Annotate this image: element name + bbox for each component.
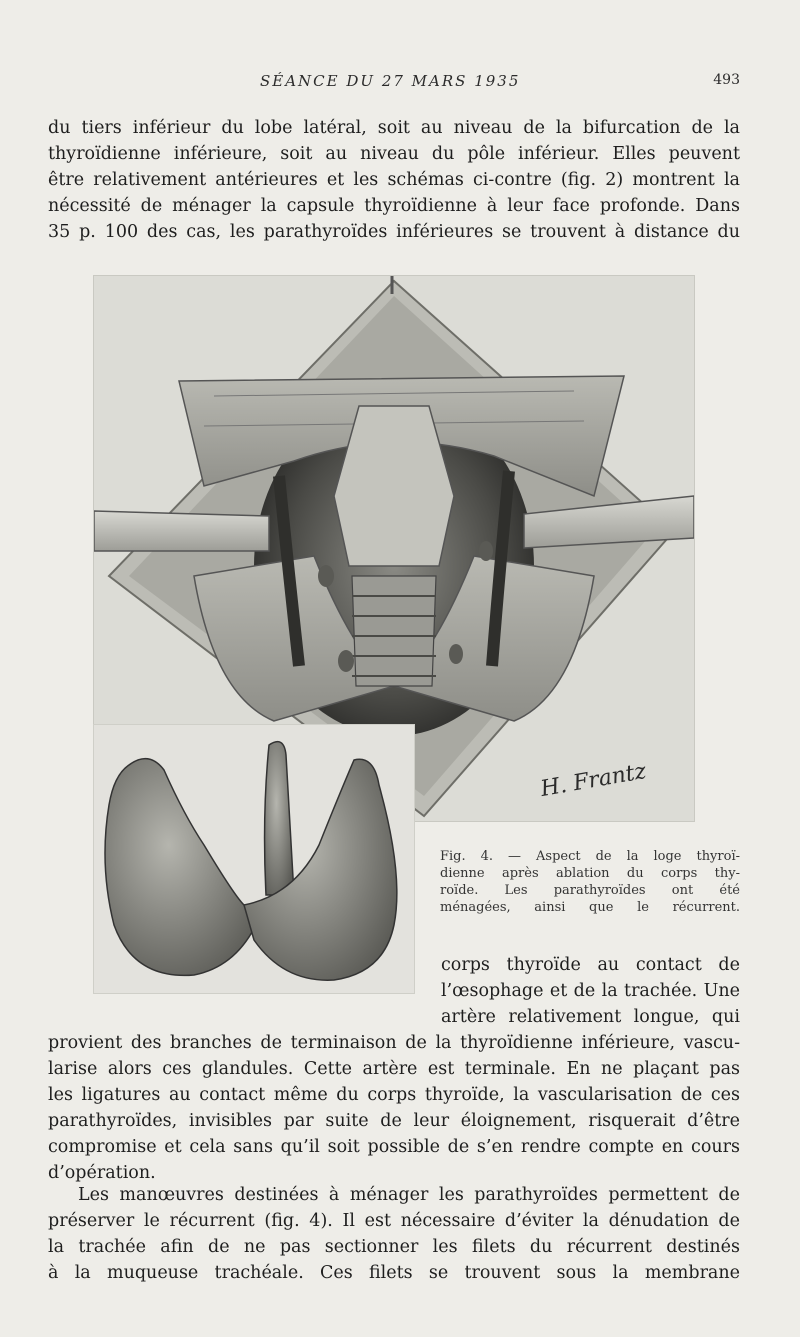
- text-line: la trachée afin de ne pas sectionner les filets du récurrent destinés: [48, 1237, 740, 1257]
- thyroid-inset-illustration: [93, 724, 415, 994]
- text-line: larise alors ces glandules. Cette artère est terminale. En ne plaçant pas: [48, 1059, 740, 1079]
- text-line: compromise et cela sans qu’il soit possible de s’en rendre compte en cours: [48, 1137, 740, 1157]
- page-number: 493: [713, 72, 740, 88]
- text-line: thyroïdienne inférieure, soit au niveau du pôle inférieur. Elles peuvent: [48, 144, 740, 164]
- figure-caption: [440, 848, 740, 916]
- running-header: [0, 72, 800, 96]
- running-title: SÉANCE DU 27 MARS 1935: [260, 72, 521, 90]
- text-line: du tiers inférieur du lobe latéral, soit au niveau de la bifurcation de la: [48, 118, 740, 138]
- text-line: parathyroïdes, invisibles par suite de leur éloignement, risquerait d’être: [48, 1111, 740, 1131]
- thyroid-gland-drawing: [94, 725, 414, 993]
- text-line: corps thyroïde au contact de: [441, 955, 740, 975]
- caption-line: Fig. 4. — Aspect de la loge thyroï-: [440, 849, 740, 864]
- caption-line: ménagées, ainsi que le récurrent.: [440, 900, 740, 915]
- text-line: préserver le récurrent (fig. 4). Il est nécessaire d’éviter la dénudation de: [48, 1211, 740, 1231]
- text-line: l’œsophage et de la trachée. Une: [441, 981, 740, 1001]
- text-line: provient des branches de terminaison de la thyroïdienne inférieure, vascu-: [48, 1033, 740, 1053]
- text-line: nécessité de ménager la capsule thyroïdienne à leur face profonde. Dans: [48, 196, 740, 216]
- text-line: les ligatures au contact même du corps thyroïde, la vascularisation de ces: [48, 1085, 740, 1105]
- text-line: d’opération.: [48, 1163, 156, 1183]
- caption-line: dienne après ablation du corps thy-: [440, 866, 740, 881]
- text-line: artère relativement longue, qui: [441, 1007, 740, 1027]
- caption-line: roïde. Les parathyroïdes ont été: [440, 883, 740, 898]
- artist-signature: H. Frantz: [538, 758, 649, 803]
- text-line: être relativement antérieures et les schémas ci-contre (fig. 2) montrent la: [48, 170, 740, 190]
- text-line: Les manœuvres destinées à ménager les parathyroïdes permettent de: [78, 1185, 740, 1205]
- text-line: 35 p. 100 des cas, les parathyroïdes inférieures se trouvent à distance du: [48, 222, 740, 242]
- text-line: à la muqueuse trachéale. Ces filets se trouvent sous la membrane: [48, 1263, 740, 1283]
